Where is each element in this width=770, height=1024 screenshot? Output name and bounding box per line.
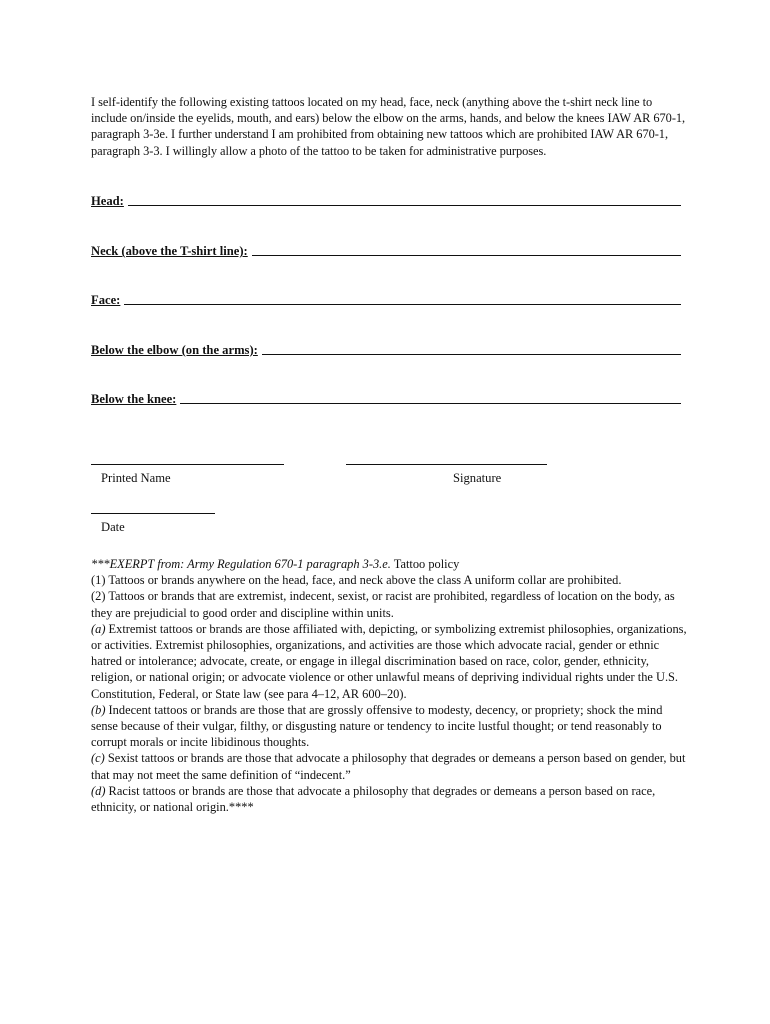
- face-blank-line[interactable]: [124, 303, 681, 305]
- excerpt-item-b: [91, 702, 689, 751]
- regulation-excerpt: [91, 556, 689, 815]
- item-d-marker: (d): [91, 783, 106, 798]
- below-knee-label: Below the knee:: [91, 392, 177, 406]
- item-b-text: Indecent tattoos or brands are those that are grossly offensive to modesty, decency, or propriety; shock the mind sense because of their vulgar, filthy, or disgusting nature or tendency to incite lustful thought; or tend reasonably to corrupt morals or incite libidinous thoughts.: [91, 702, 663, 750]
- below-elbow-blank-line[interactable]: [262, 353, 681, 355]
- printed-name-line[interactable]: [91, 464, 284, 465]
- excerpt-item-1: (1) Tattoos or brands anywhere on the head, face, and neck above the class A uniform collar are prohibited.: [91, 573, 622, 588]
- date-line[interactable]: [91, 513, 215, 514]
- item-d-text: Racist tattoos or brands are those that advocate a philosophy that degrades or demeans a person based on race, ethnicity, or national origin.****: [91, 783, 656, 815]
- excerpt-item-c: [91, 750, 689, 782]
- excerpt-heading-citation: ***EXERPT from: Army Regulation 670-1 paragraph 3-3.e.: [91, 557, 391, 571]
- item-c-marker: (c): [91, 751, 105, 766]
- excerpt-heading: [91, 556, 689, 572]
- item-c-text: Sexist tattoos or brands are those that advocate a philosophy that degrades or demeans a person based on gender, but that may not meet the same definition of “indecent.”: [91, 751, 686, 782]
- excerpt-item-2: (2) Tattoos or brands that are extremist, indecent, sexist, or racist are prohibited, regardless of location on the body, as they are prejudicial to good order and discipline within units.: [91, 589, 675, 620]
- item-b-marker: (b): [91, 702, 106, 717]
- date-label: Date: [101, 520, 125, 534]
- signature-label: Signature: [453, 471, 502, 485]
- neck-field[interactable]: [91, 240, 681, 258]
- signature-line[interactable]: [346, 464, 547, 465]
- below-elbow-label: Below the elbow (on the arms):: [91, 343, 258, 357]
- item-a-text: Extremist tattoos or brands are those affiliated with, depicting, or symbolizing extremist philosophies, organizations, or activities. Extremist philosophies, organizations, and activities are those which advocate racial, gender or ethnic hatred or intolerance; advocate, create, or engage in illegal discrimination based on race, color, gender, ethnicity, religion, or national origin; or advocate violence or other unlawful means of depriving individual rights under the U.S. Constitution, Federal, or State law (see para 4–12, AR 600–20).: [91, 621, 687, 701]
- below-knee-blank-line[interactable]: [180, 402, 681, 404]
- printed-name-label: Printed Name: [101, 471, 171, 485]
- head-label: Head:: [91, 194, 124, 208]
- item-a-marker: (a): [91, 621, 106, 636]
- head-blank-line[interactable]: [128, 204, 681, 206]
- below-knee-field[interactable]: [91, 388, 681, 406]
- neck-blank-line[interactable]: [252, 254, 681, 256]
- neck-label: Neck (above the T-shirt line):: [91, 244, 248, 258]
- excerpt-item-d: [91, 783, 689, 815]
- excerpt-item-a: [91, 621, 689, 702]
- face-label: Face:: [91, 293, 121, 307]
- below-elbow-field[interactable]: [91, 339, 681, 357]
- excerpt-heading-topic: Tattoo policy: [390, 557, 460, 571]
- intro-paragraph: I self-identify the following existing tattoos located on my head, face, neck (anything above the t-shirt neck line to include on/inside the eyelids, mouth, and ears) below the elbow on the arms, hands, and below the knees IAW AR 670-1, paragraph 3-3e. I further understand I am prohibited from obtaining new tattoos which are prohibited IAW AR 670-1, paragraph 3-3. I willingly allow a photo of the tattoo to be taken for administrative purposes.: [91, 95, 686, 158]
- head-field[interactable]: [91, 190, 681, 208]
- face-field[interactable]: [91, 289, 681, 307]
